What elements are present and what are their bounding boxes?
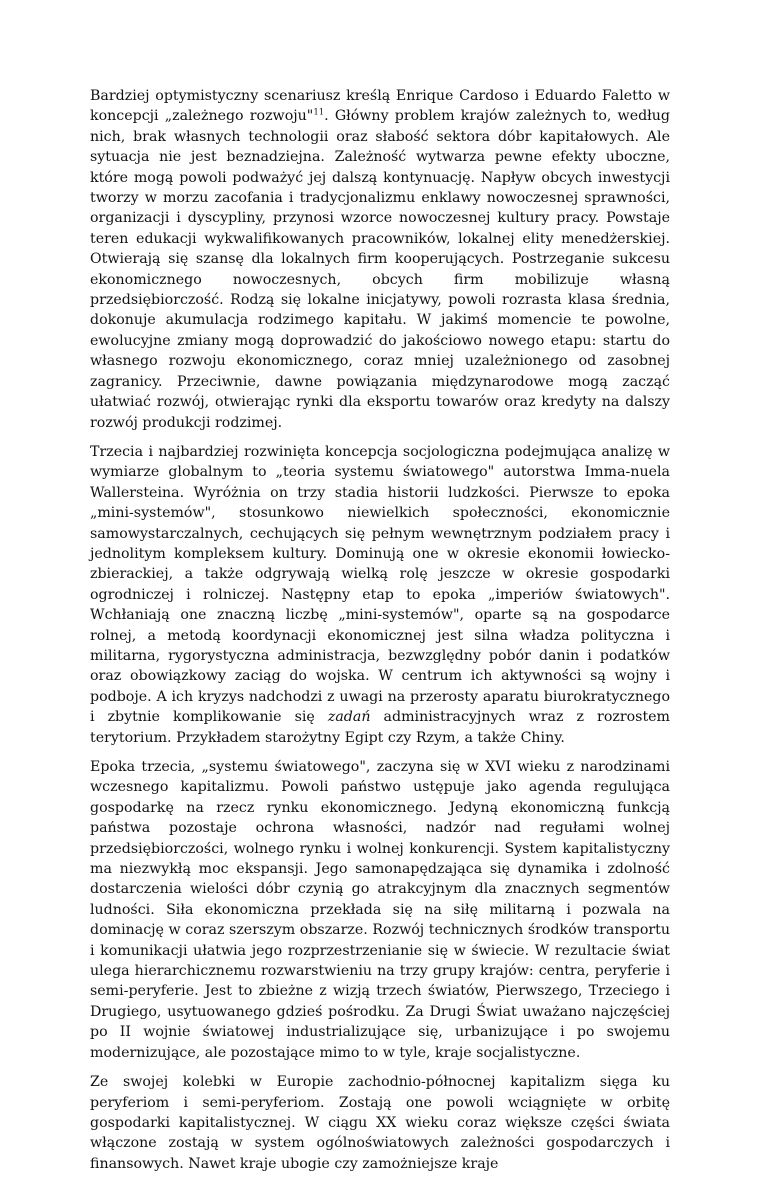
paragraph-dependent-development [90, 86, 670, 433]
paragraph-text: Ze swojej kolebki w Europie zachodnio-północnej kapitalizm sięga ku peryferiom i semi-peryferiom. Zostają one powoli wciągnięte w orbitę gospodarki kapitalistycznej. W ciągu XX wieku coraz większe części świata włączone zostają w system ogólnoświatowych zależności gospodarczych i finansowych. Nawet kraje ubogie czy zamożniejsze kraje [90, 1074, 670, 1172]
paragraph-text-continued: . Główny problem krajów zależnych to, według nich, brak własnych technologii oraz słabość sektora dóbr kapitałowych. Ale sytuacja nie jest beznadziejna. Zależność wytwarza pewne efekty uboczne, które mogą powoli podważyć jej dalszą kontynuację. Napływ obcych inwestycji tworzy w morzu zacofania i tradycjonalizmu enklawy nowoczesnej sprawności, organizacji i dyscypliny, przynosi wzorce nowoczesnej kultury pracy. Powstaje teren edukacji wykwalifikowanych pracowników, lokalnej elity menedżerskiej. Otwierają się szansę dla lokalnych firm kooperujących. Postrzeganie sukcesu ekonomicznego nowoczesnych, obcych firm mobilizuje własną przedsiębiorczość. Rodzą się lokalne inicjatywy, powoli rozrasta klasa średnia, dokonuje akumulacja rodzimego kapitału. W jakimś momencie te powolne, ewolucyjne zmiany mogą doprowadzić do jakościowo nowego etapu: startu do własnego rozwoju ekonomicznego, coraz mniej uzależnionego od zasobnej zagranicy. Przeciwnie, dawne powiązania międzynarodowe mogą zacząć ułatwiać rozwój, otwierając rynki dla eksportu towarów oraz kredyty na dalszy rozwój produkcji rodzimej. [90, 108, 670, 431]
paragraph-text: Bardziej optymistyczny scenariusz kreślą Enrique Cardoso i Eduardo Faletto w koncepcji „zależnego rozwoju" [90, 88, 670, 125]
paragraph-text: Epoka trzecia, „systemu światowego", zaczyna się w XVI wieku z narodzinami wczesnego kapitalizmu. Powoli państwo ustępuje jako agenda regulująca gospodarkę na rzecz rynku ekonomicznego. Jedyną ekonomiczną funkcją państwa pozostaje ochrona własności, nadzór nad regułami wolnej przedsiębiorczości, wolnego rynku i wolnej konkurencji. System kapitalistyczny ma niezwykłą moc ekspansji. Jego samonapędzająca się dynamika i zdolność dostarczenia wielości dóbr czynią go atrakcyjnym dla znacznych segmentów ludności. Siła ekonomiczna przekłada się na siłę militarną i pozwala na dominację w coraz szerszym obszarze. Rozwój technicznych środków transportu i komunikacji ułatwia jego rozprzestrzenianie się w świecie. W rezultacie świat ulega hierarchicznemu rozwarstwieniu na trzy grupy krajów: centra, peryferie i semi-peryferie. Jest to zbieżne z wizją trzech światów, Pierwszego, Trzeciego i Drugiego, usytuowanego gdzieś pośrodku. Za Drugi Świat uważano najczęściej po II wojnie światowej industrializujące się, urbanizujące i po swojemu modernizujące, ale pozostające mimo to w tyle, kraje socjalistyczne. [90, 759, 670, 1061]
footnote-reference: 11 [313, 107, 325, 118]
paragraph-text: Trzecia i najbardziej rozwinięta koncepcja socjologiczna podejmująca analizę w wymiarze globalnym to „teoria systemu światowego" autorstwa Imma-nuela Wallersteina. Wyróżnia on trzy stadia historii ludzkości. Pierwsze to epoka „mini-systemów", stosunkowo niewielkich społeczności, ekonomicznie samowystarczalnych, cechujących się pełnym wewnętrznym podziałem pracy i jednolitym kompleksem kultury. Dominują one w okresie ekonomii łowiecko-zbierackiej, a także odgrywają wielką rolę jeszcze w okresie gospodarki ogrodniczej i rolniczej. Następny etap to epoka „imperiów światowych". Wchłaniają one znaczną liczbę „mini-systemów", oparte są na gospodarce rolnej, a metodą koordynacji ekonomicznej jest silna władza polityczna i militarna, rygorystyczna administracja, bezwzględny pobór danin i podatków oraz obowiązkowy zaciąg do wojska. W centrum ich aktywności są wojny i podboje. A ich kryzys nadchodzi z uwagi na przerosty aparatu biurokratycznego i zbytnie komplikowanie się [90, 443, 670, 726]
emphasized-word: zadań [327, 709, 371, 726]
paragraph-text-continued: administracyjnych wraz z rozrostem terytorium. Przykładem starożytny Egipt czy Rzym, a także Chiny. [90, 709, 670, 746]
paragraph-world-system-theory [90, 442, 670, 748]
paragraph-capitalism-expansion [90, 1072, 670, 1174]
document-body [90, 86, 670, 1183]
paragraph-third-epoch [90, 757, 670, 1063]
